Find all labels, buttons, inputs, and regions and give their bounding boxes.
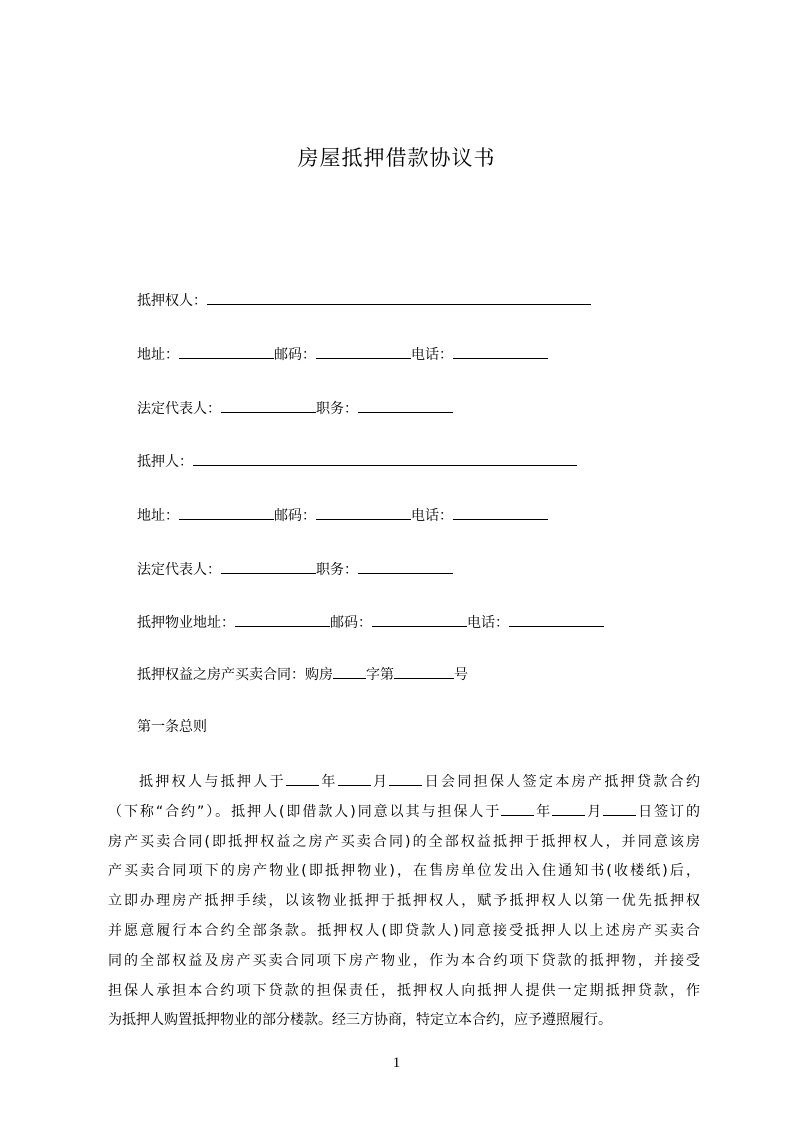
- line-text: 月: [585, 803, 604, 820]
- line-text: 日签订的: [636, 803, 700, 820]
- property-address-label: 抵押物业地址：: [137, 615, 235, 631]
- date-blank: [389, 773, 422, 786]
- mortgagor-label: 抵押人：: [137, 454, 193, 470]
- position-blank: [358, 560, 453, 574]
- section-heading: 第一条总则: [137, 719, 207, 735]
- postcode-blank: [316, 345, 411, 359]
- phone-blank: [509, 613, 604, 627]
- position-label: 职务：: [316, 562, 358, 578]
- postcode-label: 邮码：: [330, 615, 372, 631]
- legal-rep-blank: [221, 399, 316, 413]
- postcode-label: 邮码：: [274, 508, 316, 524]
- phone-label: 电话：: [411, 347, 453, 363]
- mortgagee-line: [137, 291, 591, 310]
- page-number: 1: [392, 1055, 401, 1071]
- contract-word-blank: [333, 665, 366, 679]
- date-blank: [286, 773, 319, 786]
- legal-rep-label: 法定代表人：: [137, 562, 221, 578]
- address-blank: [179, 506, 274, 520]
- phone-blank: [453, 506, 548, 520]
- postcode-blank: [372, 613, 467, 627]
- mortgagee-rep-line: [137, 399, 453, 418]
- paragraph-line: 并愿意履行本合约全部条款。抵押权人(即贷款人)同意接受抵押人以上述房产买卖合: [108, 922, 700, 939]
- contract-end: 号: [454, 667, 468, 683]
- paragraph-line: 房产买卖合同(即抵押权益之房产买卖合同)的全部权益抵押于抵押权人，并同意该房: [108, 833, 700, 850]
- mortgagee-label: 抵押权人：: [137, 293, 207, 309]
- general-clause-paragraph: [108, 768, 700, 1036]
- mortgagee-contact-line: [137, 345, 548, 364]
- paragraph-line: 产买卖合同项下的房产物业(即抵押物业)，在售房单位发出入住通知书(收楼纸)后，: [108, 863, 700, 880]
- address-blank: [179, 345, 274, 359]
- paragraph-line: 同的全部权益及房产买卖合同项下房产物业，作为本合约项下贷款的抵押物，并接受: [108, 952, 700, 969]
- contract-number-blank: [394, 665, 454, 679]
- contract-line: [137, 665, 468, 684]
- phone-label: 电话：: [411, 508, 453, 524]
- postcode-blank: [316, 506, 411, 520]
- paragraph-line: 立即办理房产抵押手续，以该物业抵押于抵押权人，赋予抵押权人以第一优先抵押权: [108, 893, 700, 910]
- paragraph-line: 担保人承担本合约项下贷款的担保责任，抵押权人向抵押人提供一定期抵押贷款，作: [108, 982, 700, 999]
- date-blank: [552, 803, 585, 816]
- line-text: 月: [370, 774, 390, 790]
- property-address-blank: [235, 613, 330, 627]
- position-label: 职务：: [316, 401, 358, 417]
- mortgagor-rep-line: [137, 560, 453, 579]
- line-text: （下称“合约”）。抵押人(即借款人)同意以其与担保人于: [108, 803, 502, 820]
- address-label: 地址：: [137, 347, 179, 363]
- line-text: 抵押权人与抵押人于: [139, 774, 286, 790]
- phone-blank: [453, 345, 548, 359]
- document-title: 房屋抵押借款协议书: [297, 146, 496, 170]
- legal-rep-label: 法定代表人：: [137, 401, 221, 417]
- mortgagor-blank: [193, 452, 577, 466]
- line-text: 日会同担保人签定本房产抵押贷款合约: [422, 774, 700, 790]
- property-address-line: [137, 613, 604, 632]
- date-blank: [501, 803, 534, 816]
- paragraph-line: 为抵押人购置抵押物业的部分楼款。经三方协商，特定立本合约，应予遵照履行。: [108, 1012, 612, 1029]
- mortgagee-blank: [207, 291, 591, 305]
- line-text: 年: [534, 803, 553, 820]
- date-blank: [338, 773, 371, 786]
- postcode-label: 邮码：: [274, 347, 316, 363]
- position-blank: [358, 399, 453, 413]
- mortgagor-line: [137, 452, 577, 471]
- phone-label: 电话：: [467, 615, 509, 631]
- date-blank: [603, 803, 636, 816]
- address-label: 地址：: [137, 508, 179, 524]
- line-text: 年: [319, 774, 338, 790]
- contract-label: 抵押权益之房产买卖合同：购房: [137, 667, 333, 683]
- contract-mid: 字第: [366, 667, 394, 683]
- mortgagor-contact-line: [137, 506, 548, 525]
- paragraph-line: [108, 798, 700, 828]
- legal-rep-blank: [221, 560, 316, 574]
- paragraph-line: [108, 768, 700, 798]
